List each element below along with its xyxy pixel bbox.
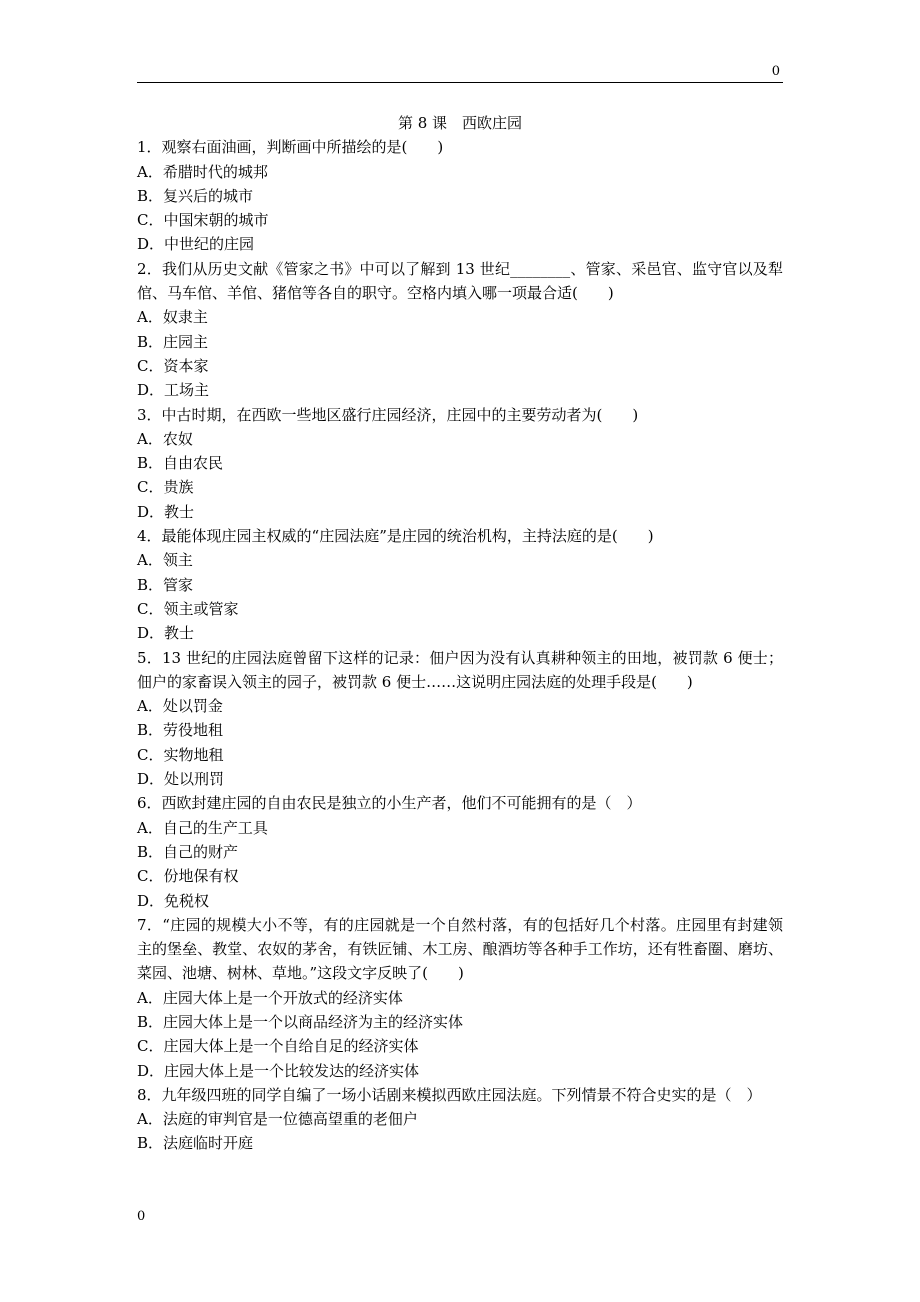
answer-option: C．实物地租	[137, 745, 224, 764]
question-stem: 2．我们从历史文献《管家之书》中可以了解到 13 世纪________、管家、采邑官、监守官以及犁倌、马车倌、羊倌、猪倌等各自的职守。空格内填入哪一项最合适( )	[137, 259, 783, 303]
answer-option: B．复兴后的城市	[137, 186, 254, 205]
question-stem: 8．九年级四班的同学自编了一场小话剧来模拟西欧庄园法庭。下列情景不符合史实的是（ ）	[137, 1085, 762, 1104]
question-stem: 1．观察右面油画，判断画中所描绘的是( )	[137, 138, 444, 157]
answer-option: D．免税权	[137, 891, 210, 910]
answer-option: B．庄园大体上是一个以商品经济为主的经济实体	[137, 1012, 464, 1031]
answer-option: A．庄园大体上是一个开放式的经济实体	[137, 988, 403, 1007]
answer-option: C．领主或管家	[137, 599, 239, 618]
answer-option: B．自由农民	[137, 454, 224, 473]
question-stem: 5．13 世纪的庄园法庭曾留下这样的记录：佃户因为没有认真耕种领主的田地，被罚款 6 便士；佃户的家畜误入领主的园子，被罚款 6 便士……这说明庄园法庭的处理手段是( )	[137, 648, 783, 691]
answer-option: D．中世纪的庄园	[137, 235, 255, 254]
header-page-number: 0	[771, 64, 780, 79]
answer-option: A．领主	[137, 551, 193, 570]
question-block	[137, 135, 783, 256]
question-stem: 4．最能体现庄园主权威的“庄园法庭”是庄园的统治机构，主持法庭的是( )	[137, 527, 654, 546]
answer-option: D．教士	[137, 624, 195, 643]
answer-option: D．处以刑罚	[137, 770, 225, 789]
header-rule	[137, 82, 783, 83]
answer-option: B．法庭临时开庭	[137, 1134, 254, 1153]
question-block	[137, 1083, 783, 1156]
answer-option: A．自己的生产工具	[137, 818, 268, 837]
answer-option: B．管家	[137, 575, 194, 594]
answer-option: A．法庭的审判官是一位德高望重的老佃户	[137, 1110, 418, 1129]
answer-option: B．劳役地租	[137, 721, 224, 740]
answer-option: B．自己的财产	[137, 842, 239, 861]
answer-option: A．农奴	[137, 429, 193, 448]
question-stem: 6．西欧封建庄园的自由农民是独立的小生产者，他们不可能拥有的是（ ）	[137, 794, 642, 813]
question-block	[137, 257, 783, 403]
answer-option: D．庄园大体上是一个比较发达的经济实体	[137, 1061, 420, 1080]
answer-option: A．奴隶主	[137, 308, 208, 327]
answer-option: D．教士	[137, 502, 195, 521]
footer-page-number: 0	[137, 1209, 146, 1224]
lesson-title: 第 8 课 西欧庄园	[397, 114, 523, 132]
answer-option: C．份地保有权	[137, 867, 239, 886]
question-list	[137, 135, 783, 1155]
answer-option: B．庄园主	[137, 332, 209, 351]
question-block	[137, 791, 783, 912]
question-stem: 7．“庄园的规模大小不等，有的庄园就是一个自然村落，有的包括好几个村落。庄园里有封建领主的堡垒、教堂、农奴的茅舍，有铁匠铺、木工房、酿酒坊等各种手工作坊，还有牲畜圈、磨坊、菜园、池塘、树林、草地。”这段文字反映了( )	[137, 915, 783, 983]
question-block	[137, 913, 783, 1083]
question-block	[137, 524, 783, 645]
question-block	[137, 646, 783, 792]
answer-option: D．工场主	[137, 381, 210, 400]
question-block	[137, 403, 783, 524]
answer-option: C．中国宋朝的城市	[137, 211, 269, 230]
answer-option: C．贵族	[137, 478, 194, 497]
document-body	[137, 111, 783, 1156]
answer-option: C．资本家	[137, 356, 209, 375]
answer-option: A．希腊时代的城邦	[137, 162, 268, 181]
answer-option: A．处以罚金	[137, 697, 223, 716]
question-stem: 3．中古时期，在西欧一些地区盛行庄园经济，庄园中的主要劳动者为( )	[137, 405, 639, 424]
answer-option: C．庄园大体上是一个自给自足的经济实体	[137, 1037, 419, 1056]
